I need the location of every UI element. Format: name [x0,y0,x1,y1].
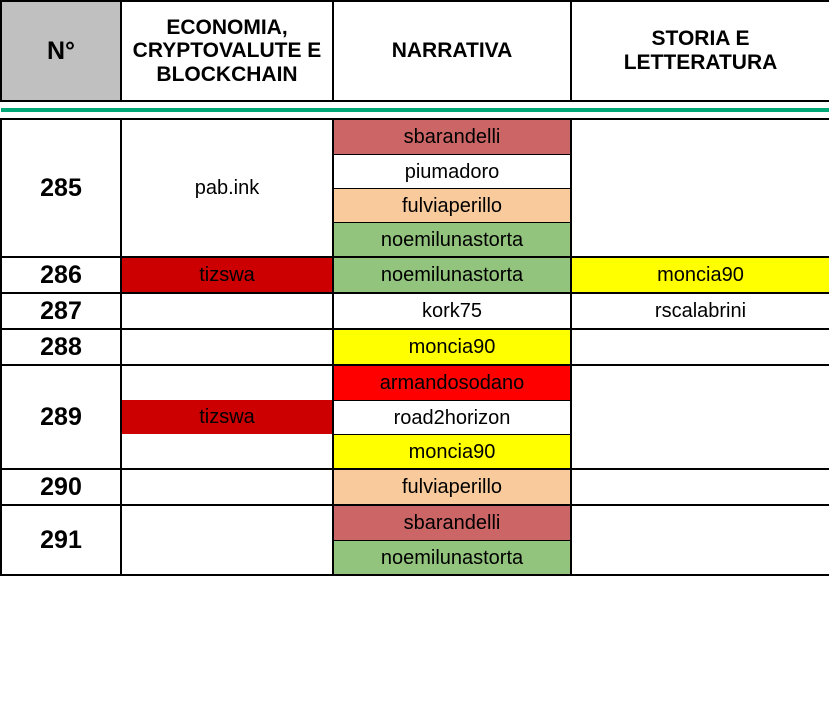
cell-entry[interactable]: moncia90 [334,330,570,364]
cell-stack [122,258,332,292]
cell-entry[interactable] [122,330,332,364]
table-row [1,119,829,257]
cell-economia[interactable] [121,469,333,505]
table-row [1,365,829,469]
cell-entry[interactable] [572,470,829,504]
cell-entry[interactable] [572,400,829,434]
cell-entry[interactable]: fulviaperillo [334,470,570,504]
table-header [1,1,829,101]
cell-stack [572,330,829,364]
table-body [1,101,829,575]
cell-storia[interactable] [571,257,829,293]
cell-storia[interactable] [571,365,829,469]
cell-stack [122,523,332,557]
row-number-cell[interactable]: 286 [1,257,121,293]
row-number-cell[interactable]: 289 [1,365,121,469]
cell-entry[interactable]: pab.ink [122,171,332,205]
column-header-n: N° [1,1,121,101]
cell-narrativa[interactable] [333,329,571,365]
cell-entry[interactable]: sbarandelli [334,506,570,540]
cell-entry[interactable]: tizswa [122,258,332,292]
cell-entry[interactable]: noemilunastorta [334,540,570,574]
cell-entry[interactable]: fulviaperillo [334,188,570,222]
cell-entry[interactable]: armandosodano [334,366,570,400]
cell-entry[interactable] [572,523,829,557]
cell-entry[interactable]: rscalabrini [572,294,829,328]
green-divider [1,108,829,112]
table-row [1,505,829,575]
cell-stack [572,470,829,504]
cell-narrativa[interactable] [333,469,571,505]
cell-stack [122,330,332,364]
cell-entry[interactable] [122,294,332,328]
cell-stack [572,258,829,292]
cell-economia[interactable] [121,293,333,329]
cell-stack [334,294,570,328]
cell-storia[interactable] [571,293,829,329]
row-number-cell[interactable]: 290 [1,469,121,505]
cell-stack [122,470,332,504]
table-row [1,469,829,505]
cell-economia[interactable] [121,505,333,575]
cell-stack [572,523,829,557]
cell-entry[interactable]: road2horizon [334,400,570,434]
cell-entry[interactable]: kork75 [334,294,570,328]
cell-stack [334,366,570,468]
cell-stack [334,470,570,504]
cell-entry[interactable]: sbarandelli [334,120,570,154]
cell-narrativa[interactable] [333,293,571,329]
cell-entry[interactable]: moncia90 [572,258,829,292]
cell-stack [334,506,570,574]
column-header-economia: ECONOMIA, CRYPTOVALUTE E BLOCKCHAIN [121,1,333,101]
cell-storia[interactable] [571,505,829,575]
cell-stack [572,400,829,434]
cell-stack [122,171,332,205]
table-row [1,293,829,329]
cell-entry[interactable]: tizswa [122,400,332,434]
cell-stack [334,330,570,364]
header-separator-row [1,101,829,119]
cell-narrativa[interactable] [333,257,571,293]
cell-economia[interactable] [121,257,333,293]
cell-entry[interactable]: moncia90 [334,434,570,468]
cell-entry[interactable]: piumadoro [334,154,570,188]
column-header-storia: STORIA E LETTERATURA [571,1,829,101]
row-number-cell[interactable]: 288 [1,329,121,365]
cell-stack [122,294,332,328]
cell-storia[interactable] [571,329,829,365]
cell-entry[interactable]: noemilunastorta [334,258,570,292]
cell-economia[interactable] [121,365,333,469]
cell-entry[interactable] [572,330,829,364]
cell-storia[interactable] [571,119,829,257]
table-row [1,257,829,293]
cell-narrativa[interactable] [333,505,571,575]
cell-entry[interactable]: noemilunastorta [334,222,570,256]
cell-stack [334,258,570,292]
cell-entry[interactable] [122,470,332,504]
cell-narrativa[interactable] [333,365,571,469]
cell-stack [334,120,570,256]
header-row [1,1,829,101]
cell-entry[interactable] [122,523,332,557]
row-number-cell[interactable]: 285 [1,119,121,257]
cell-entry[interactable] [572,171,829,205]
cell-narrativa[interactable] [333,119,571,257]
row-number-cell[interactable]: 291 [1,505,121,575]
cell-stack [122,400,332,434]
table-row [1,329,829,365]
cell-storia[interactable] [571,469,829,505]
cell-economia[interactable] [121,119,333,257]
row-number-cell[interactable]: 287 [1,293,121,329]
cell-economia[interactable] [121,329,333,365]
cell-stack [572,171,829,205]
separator-cell [1,101,829,119]
column-header-narrativa: NARRATIVA [333,1,571,101]
cell-stack [572,294,829,328]
